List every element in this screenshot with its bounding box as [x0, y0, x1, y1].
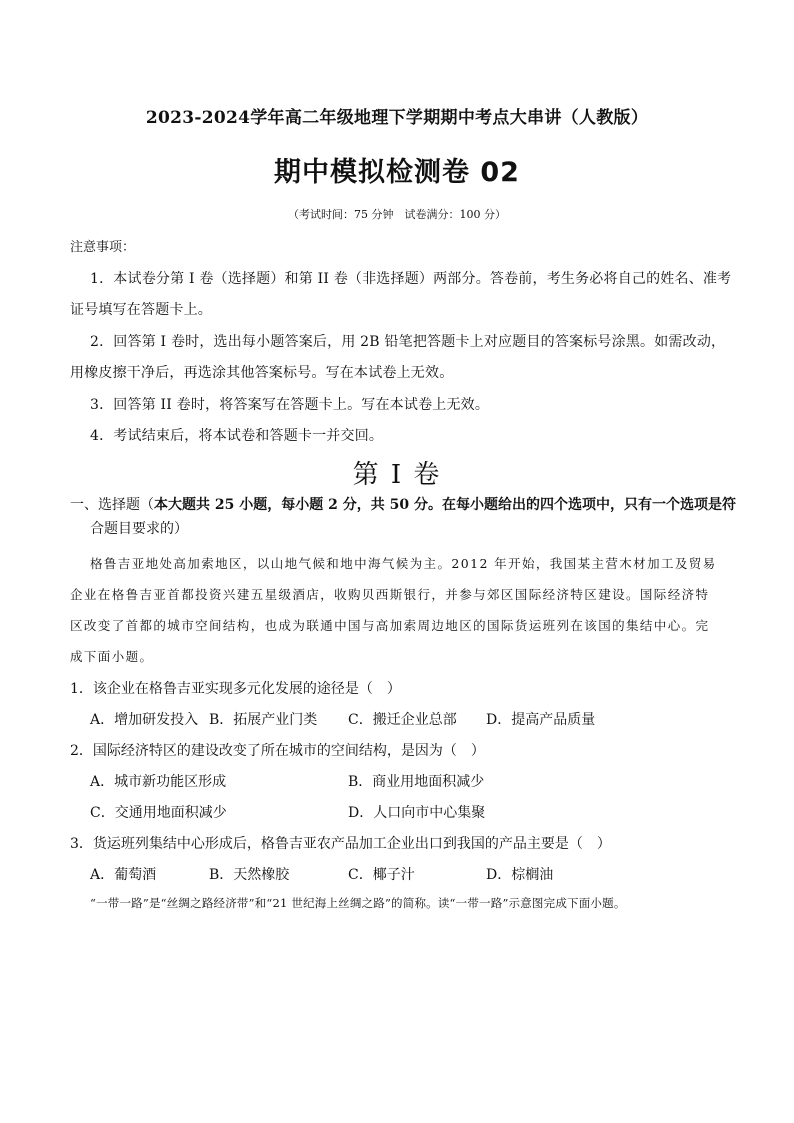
notice-item-2-line-1: 2．回答第 I 卷时，选出每小题答案后，用 2B 铅笔把答题卡上对应题目的答案标号涂黑。如需改动，	[90, 334, 726, 350]
question-3-stem: 3．货运班列集结中心形成后，格鲁吉亚农产品加工企业出口到我国的产品主要是（ ）	[70, 836, 611, 852]
notice-item-4: 4．考试结束后，将本试卷和答题卡一并交回。	[90, 428, 384, 444]
question-2-stem: 2．国际经济特区的建设改变了所在城市的空间结构，是因为（ ）	[70, 743, 485, 759]
material-line-2: 企业在格鲁吉亚首都投资兴建五星级酒店，收购贝西斯银行，并参与郊区国际经济特区建设。国际经济特	[70, 587, 710, 602]
question-1-option-a: A．增加研发投入	[90, 712, 199, 728]
section-instructions: 本大题共 25 小题，每小题 2 分，共 50 分。在每小题给出的四个选项中，只有一个选项是符	[154, 497, 736, 513]
question-3-option-c: C．椰子汁	[348, 867, 415, 883]
question-2-option-a: A．城市新功能区形成	[90, 774, 227, 790]
page-title: 期中模拟检测卷 02	[274, 157, 520, 188]
question-3-option-b: B．天然橡胶	[209, 867, 290, 883]
section-heading	[70, 494, 736, 514]
question-2-option-b: B．商业用地面积减少	[348, 774, 485, 790]
notice-item-2-line-2: 用橡皮擦干净后，再选涂其他答案标号。写在本试卷上无效。	[70, 365, 454, 381]
series-title: 2023-2024学年高二年级地理下学期期中考点大串讲（人教版）	[145, 108, 649, 128]
material-line-3: 区改变了首都的城市空间结构，也成为联通中国与高加索周边地区的国际货运班列在该国的集结中心。完	[70, 618, 710, 633]
question-1-option-c: C．搬迁企业总部	[348, 712, 457, 728]
question-2-option-c: C．交通用地面积减少	[90, 805, 227, 821]
question-1-option-d: D．提高产品质量	[486, 712, 596, 728]
question-2-option-d: D．人口向市中心集聚	[348, 805, 486, 821]
question-3-option-d: D．棕榈油	[486, 867, 554, 883]
notice-heading: 注意事项：	[70, 240, 136, 255]
material-line-4: 成下面小题。	[70, 649, 154, 664]
section-heading-line-2: 合题目要求的）	[90, 521, 188, 537]
volume-title: 第 I 卷	[352, 460, 442, 490]
exam-info: （考试时间：75 分钟 试卷满分：100 分）	[288, 208, 506, 221]
next-material-intro: “一带一路”是“丝绸之路经济带”和“21 世纪海上丝绸之路”的简称。读“一带一路”示意图完成下面小题。	[90, 896, 626, 910]
question-1-option-b: B．拓展产业门类	[209, 712, 318, 728]
question-1-stem: 1．该企业在格鲁吉亚实现多元化发展的途径是（ ）	[70, 681, 401, 697]
notice-item-1-line-2: 证号填写在答题卡上。	[70, 302, 212, 318]
question-3-option-a: A．葡萄酒	[90, 867, 157, 883]
notice-item-1-line-1: 1．本试卷分第 I 卷（选择题）和第 II 卷（非选择题）两部分。答卷前，考生务必将自己的姓名、准考	[90, 271, 732, 287]
section-prefix: 一、选择题（	[70, 497, 154, 513]
material-line-1: 格鲁吉亚地处高加索地区，以山地气候和地中海气候为主。2012 年开始，我国某主营木材加工及贸易	[90, 556, 717, 571]
notice-item-3: 3．回答第 II 卷时，将答案写在答题卡上。写在本试卷上无效。	[90, 397, 490, 413]
